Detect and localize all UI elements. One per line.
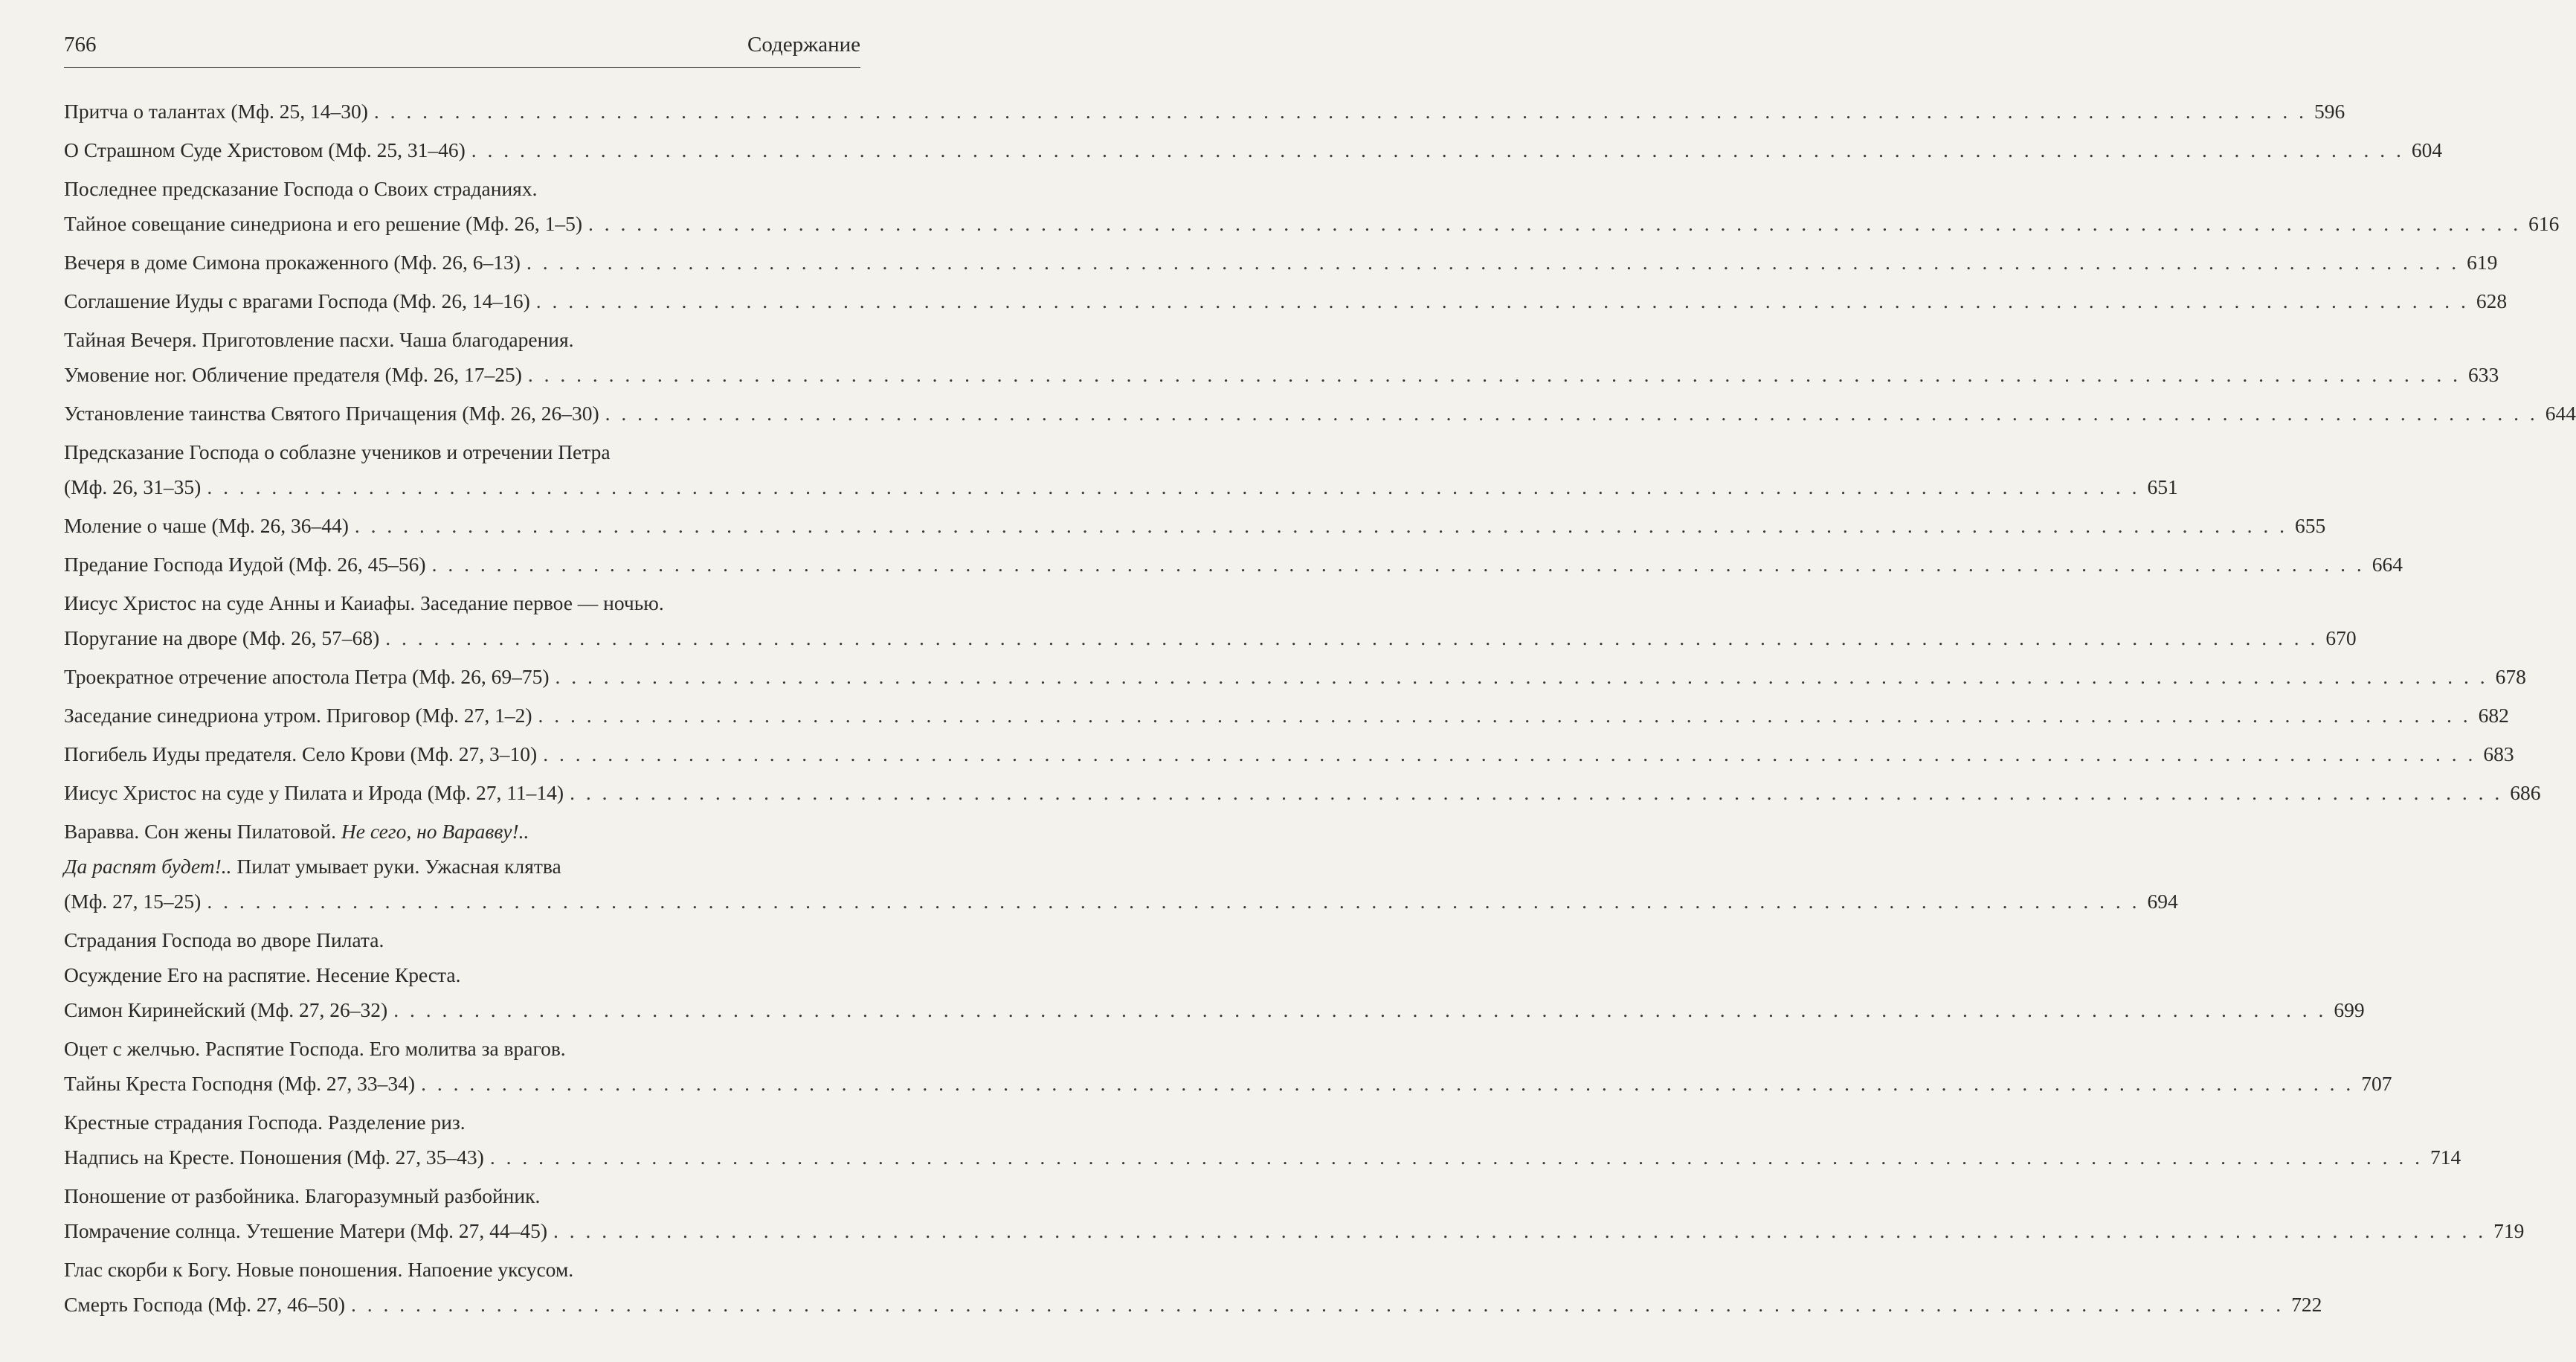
toc-title-segment: Погибель Иуды предателя. Село Крови (Мф. 27, 3–10) [64,742,538,765]
toc-entry-title [64,1140,484,1175]
toc-entry[interactable] [64,1252,2322,1322]
toc-entry-line [64,1287,2322,1322]
toc-title-segment: Моление о чаше (Мф. 26, 36–44) [64,514,349,537]
toc-entry-title [64,620,379,655]
toc-title-segment: Пилат умывает руки. Ужасная клятва [231,855,561,878]
toc-entry[interactable] [64,132,2443,167]
toc-entry-line [64,1178,860,1213]
dot-leader: . . . . . . . . . . . . . . . . . . . . . . . . . . . . . . . . . . . . . . . . . . . . . . . . . . . . . . . . . . . . . . . . . . . . . . . . . . . . . . . . . . . . . . . . . . . . . . . . . . . . . . . . . . . . . . . . . . . . . . . . [605,402,2538,425]
toc-entry-line [64,992,2365,1027]
toc-page-number: 644 [2545,402,2576,425]
toc-entry-title [64,1178,540,1213]
page-header [64,33,860,67]
toc-title-segment: Поношение от разбойника. Благоразумный разбойник. [64,1184,541,1207]
toc-entry-line [64,736,2514,771]
toc-title-segment: (Мф. 27, 15–25) [64,890,202,913]
toc-entry-line [64,206,2560,241]
toc-entry-title [64,469,201,504]
toc-entry-title [64,884,201,919]
toc-entry[interactable] [64,1031,2392,1101]
toc-page-number: 616 [2528,212,2560,235]
toc-title-segment: Иисус Христос на суде Анны и Каиафы. Заседание первое — ночью. [64,591,664,614]
toc-entry-line [64,357,2499,392]
toc-entry-line [64,775,2541,810]
toc-entry-line [64,884,2178,919]
toc-title-segment: Осуждение Его на распятие. Несение Креста. [64,963,461,986]
toc-entry-title [64,1252,573,1287]
toc-entry[interactable] [64,736,2514,771]
toc-title-segment: (Мф. 26, 31–35) [64,475,202,498]
dot-leader: . . . . . . . . . . . . . . . . . . . . . . . . . . . . . . . . . . . . . . . . . . . . . . . . . . . . . . . . . . . . . . . . . . . . . . . . . . . . . . . . . . . . . . . . . . . . . . . . . . . . . . . . . . . . . . . . . . . . . . . . [570,781,2503,804]
toc-page-number: 651 [2147,475,2178,498]
dot-leader: . . . . . . . . . . . . . . . . . . . . . . . . . . . . . . . . . . . . . . . . . . . . . . . . . . . . . . . . . . . . . . . . . . . . . . . . . . . . . . . . . . . . . . . . . . . . . . . . . . . . . . . . . . . . . . . . . . . . . . . . [471,138,2404,161]
toc-entry[interactable] [64,434,2178,504]
dot-leader: . . . . . . . . . . . . . . . . . . . . . . . . . . . . . . . . . . . . . . . . . . . . . . . . . . . . . . . . . . . . . . . . . . . . . . . . . . . . . . . . . . . . . . . . . . . . . . . . . . . . . . . . . . . . . . . . . . . . . . . . [588,212,2522,235]
toc-entry[interactable] [64,245,2498,280]
dot-leader: . . . . . . . . . . . . . . . . . . . . . . . . . . . . . . . . . . . . . . . . . . . . . . . . . . . . . . . . . . . . . . . . . . . . . . . . . . . . . . . . . . . . . . . . . . . . . . . . . . . . . . . . . . . . . . . . . . . . . . . . [421,1072,2354,1095]
toc-entry[interactable] [64,508,2326,543]
page-number: 766 [64,33,97,57]
dot-leader: . . . . . . . . . . . . . . . . . . . . . . . . . . . . . . . . . . . . . . . . . . . . . . . . . . . . . . . . . . . . . . . . . . . . . . . . . . . . . . . . . . . . . . . . . . . . . . . . . . . . . . . . . . . . . . . . . . . . . . . . [350,1293,2284,1316]
toc-entry-line [64,1213,2525,1248]
toc-page-number: 664 [2371,553,2403,576]
toc-page-number: 683 [2483,742,2514,765]
toc-title-segment: Крестные страдания Господа. Разделение риз. [64,1111,466,1134]
dot-leader: . . . . . . . . . . . . . . . . . . . . . . . . . . . . . . . . . . . . . . . . . . . . . . . . . . . . . . . . . . . . . . . . . . . . . . . . . . . . . . . . . . . . . . . . . . . . . . . . . . . . . . . . . . . . . . . . . . . . . . . . [207,890,2140,913]
toc-title-segment: Предсказание Господа о соблазне учеников и отречении Петра [64,440,611,463]
toc-title-segment: Тайное совещание синедриона и его решение (Мф. 26, 1–5) [64,212,582,235]
toc-page-number: 619 [2467,251,2498,274]
toc-page-number: 707 [2361,1072,2392,1095]
toc-entry[interactable] [64,396,2576,431]
toc-entry-title [64,132,466,167]
toc-entry-title [64,508,349,543]
toc-entry-title [64,322,574,357]
dot-leader: . . . . . . . . . . . . . . . . . . . . . . . . . . . . . . . . . . . . . . . . . . . . . . . . . . . . . . . . . . . . . . . . . . . . . . . . . . . . . . . . . . . . . . . . . . . . . . . . . . . . . . . . . . . . . . . . . . . . . . . . [543,742,2476,765]
toc-page-number: 596 [2313,100,2345,123]
toc-page-number: 628 [2476,289,2508,312]
toc-title-segment: Не сего, но Варавву!.. [341,820,529,843]
toc-page-number: 670 [2325,626,2357,649]
toc-entry[interactable] [64,1105,2461,1175]
table-of-contents [64,94,2576,1322]
toc-title-segment: Троекратное отречение апостола Петра (Мф. 26, 69–75) [64,665,550,688]
running-title: Содержание [747,33,860,57]
toc-entry-title [64,775,564,810]
toc-entry-line [64,94,2345,129]
toc-entry[interactable] [64,171,2560,241]
toc-entry-line [64,171,860,206]
dot-leader: . . . . . . . . . . . . . . . . . . . . . . . . . . . . . . . . . . . . . . . . . . . . . . . . . . . . . . . . . . . . . . . . . . . . . . . . . . . . . . . . . . . . . . . . . . . . . . . . . . . . . . . . . . . . . . . . . . . . . . . . [527,363,2461,386]
toc-title-segment: Да распят будет!.. [64,855,232,878]
toc-page-number: 694 [2147,890,2178,913]
dot-leader: . . . . . . . . . . . . . . . . . . . . . . . . . . . . . . . . . . . . . . . . . . . . . . . . . . . . . . . . . . . . . . . . . . . . . . . . . . . . . . . . . . . . . . . . . . . . . . . . . . . . . . . . . . . . . . . . . . . . . . . . [555,665,2488,688]
toc-title-segment: Тайны Креста Господня (Мф. 27, 33–34) [64,1072,416,1095]
toc-title-segment: Смерть Господа (Мф. 27, 46–50) [64,1293,345,1316]
toc-entry-title [64,698,532,733]
dot-leader: . . . . . . . . . . . . . . . . . . . . . . . . . . . . . . . . . . . . . . . . . . . . . . . . . . . . . . . . . . . . . . . . . . . . . . . . . . . . . . . . . . . . . . . . . . . . . . . . . . . . . . . . . . . . . . . . . . . . . . . . [393,998,2327,1021]
toc-entry[interactable] [64,814,2178,919]
toc-entry[interactable] [64,585,2357,655]
dot-leader: . . . . . . . . . . . . . . . . . . . . . . . . . . . . . . . . . . . . . . . . . . . . . . . . . . . . . . . . . . . . . . . . . . . . . . . . . . . . . . . . . . . . . . . . . . . . . . . . . . . . . . . . . . . . . . . . . . . . . . . . [535,289,2469,312]
toc-entry-title [64,849,561,884]
toc-title-segment: Соглашение Иуды с врагами Господа (Мф. 26, 14–16) [64,289,530,312]
toc-entry-title [64,736,537,771]
toc-page-number: 719 [2493,1219,2525,1242]
toc-title-segment: Заседание синедриона утром. Приговор (Мф. 27, 1–2) [64,704,532,727]
toc-entry-title [64,434,611,469]
toc-entry-title [64,94,368,129]
toc-title-segment: Иисус Христос на суде у Пилата и Ирода (Мф. 27, 11–14) [64,781,564,804]
toc-entry-line [64,434,860,469]
dot-leader: . . . . . . . . . . . . . . . . . . . . . . . . . . . . . . . . . . . . . . . . . . . . . . . . . . . . . . . . . . . . . . . . . . . . . . . . . . . . . . . . . . . . . . . . . . . . . . . . . . . . . . . . . . . . . . . . . . . . . . . . [489,1146,2423,1169]
toc-entry-line [64,1140,2461,1175]
toc-entry-line [64,849,860,884]
toc-entry-title [64,396,599,431]
toc-entry-line [64,469,2178,504]
dot-leader: . . . . . . . . . . . . . . . . . . . . . . . . . . . . . . . . . . . . . . . . . . . . . . . . . . . . . . . . . . . . . . . . . . . . . . . . . . . . . . . . . . . . . . . . . . . . . . . . . . . . . . . . . . . . . . . . . . . . . . . . [385,626,2319,649]
toc-entry[interactable] [64,922,2365,1027]
toc-entry-title [64,814,529,849]
toc-entry-line [64,508,2326,543]
toc-page-number: 699 [2334,998,2365,1021]
toc-page-number: 722 [2291,1293,2322,1316]
toc-entry-title [64,547,426,582]
toc-title-segment: Предание Господа Иудой (Мф. 26, 45–56) [64,553,426,576]
toc-page-number: 678 [2495,665,2526,688]
toc-page-number: 633 [2468,363,2499,386]
toc-page-number: 682 [2478,704,2509,727]
dot-leader: . . . . . . . . . . . . . . . . . . . . . . . . . . . . . . . . . . . . . . . . . . . . . . . . . . . . . . . . . . . . . . . . . . . . . . . . . . . . . . . . . . . . . . . . . . . . . . . . . . . . . . . . . . . . . . . . . . . . . . . . [373,100,2307,123]
toc-entry[interactable] [64,775,2541,810]
toc-entry-title [64,1105,466,1140]
toc-entry-line [64,1066,2392,1101]
toc-entry[interactable] [64,698,2509,733]
toc-entry-line [64,547,2403,582]
dot-leader: . . . . . . . . . . . . . . . . . . . . . . . . . . . . . . . . . . . . . . . . . . . . . . . . . . . . . . . . . . . . . . . . . . . . . . . . . . . . . . . . . . . . . . . . . . . . . . . . . . . . . . . . . . . . . . . . . . . . . . . . [538,704,2471,727]
toc-entry-line [64,922,860,957]
toc-page-number: 655 [2294,514,2326,537]
toc-title-segment: Последнее предсказание Господа о Своих страданиях. [64,177,538,200]
toc-entry[interactable] [64,659,2526,694]
toc-entry-title [64,585,664,620]
toc-entry-line [64,245,2498,280]
toc-entry-line [64,698,2509,733]
toc-entry-title [64,1066,415,1101]
toc-entry-line [64,620,2357,655]
toc-page-number: 604 [2411,138,2443,161]
header-rule [64,67,860,68]
toc-title-segment: Поругание на дворе (Мф. 26, 57–68) [64,626,380,649]
toc-entry-line [64,1105,860,1140]
toc-entry-line [64,1031,860,1066]
toc-entry[interactable] [64,94,2345,129]
toc-title-segment: Глас скорби к Богу. Новые поношения. Напоение уксусом. [64,1258,574,1281]
toc-entry[interactable] [64,1178,2525,1248]
toc-entry-line [64,814,860,849]
toc-entry-line [64,659,2526,694]
toc-title-segment: Установление таинства Святого Причащения (Мф. 26, 26–30) [64,402,599,425]
dot-leader: . . . . . . . . . . . . . . . . . . . . . . . . . . . . . . . . . . . . . . . . . . . . . . . . . . . . . . . . . . . . . . . . . . . . . . . . . . . . . . . . . . . . . . . . . . . . . . . . . . . . . . . . . . . . . . . . . . . . . . . . [553,1219,2487,1242]
toc-entry-title [64,1213,547,1248]
dot-leader: . . . . . . . . . . . . . . . . . . . . . . . . . . . . . . . . . . . . . . . . . . . . . . . . . . . . . . . . . . . . . . . . . . . . . . . . . . . . . . . . . . . . . . . . . . . . . . . . . . . . . . . . . . . . . . . . . . . . . . . . [526,251,2460,274]
dot-leader: . . . . . . . . . . . . . . . . . . . . . . . . . . . . . . . . . . . . . . . . . . . . . . . . . . . . . . . . . . . . . . . . . . . . . . . . . . . . . . . . . . . . . . . . . . . . . . . . . . . . . . . . . . . . . . . . . . . . . . . . [354,514,2287,537]
toc-title-segment: Умовение ног. Обличение предателя (Мф. 26, 17–25) [64,363,522,386]
toc-entry-title [64,245,521,280]
toc-entry-line [64,585,860,620]
toc-entry[interactable] [64,322,2499,392]
dot-leader: . . . . . . . . . . . . . . . . . . . . . . . . . . . . . . . . . . . . . . . . . . . . . . . . . . . . . . . . . . . . . . . . . . . . . . . . . . . . . . . . . . . . . . . . . . . . . . . . . . . . . . . . . . . . . . . . . . . . . . . . [207,475,2140,498]
toc-entry-line [64,283,2508,318]
dot-leader: . . . . . . . . . . . . . . . . . . . . . . . . . . . . . . . . . . . . . . . . . . . . . . . . . . . . . . . . . . . . . . . . . . . . . . . . . . . . . . . . . . . . . . . . . . . . . . . . . . . . . . . . . . . . . . . . . . . . . . . . [431,553,2365,576]
toc-page-number: 686 [2510,781,2541,804]
toc-entry-title [64,992,387,1027]
toc-title-segment: Помрачение солнца. Утешение Матери (Мф. 27, 44–45) [64,1219,548,1242]
toc-entry-title [64,283,530,318]
toc-entry-line [64,396,2576,431]
toc-entry-title [64,922,384,957]
toc-entry-title [64,957,460,992]
toc-entry-line [64,322,860,357]
toc-title-segment: Оцет с желчью. Распятие Господа. Его молитва за врагов. [64,1037,566,1060]
toc-entry-line [64,132,2443,167]
toc-title-segment: Надпись на Кресте. Поношения (Мф. 27, 35–43) [64,1146,484,1169]
toc-entry[interactable] [64,283,2508,318]
toc-title-segment: Варавва. Сон жены Пилатовой. [64,820,341,843]
toc-title-segment: Страдания Господа во дворе Пилата. [64,928,384,951]
toc-entry-title [64,171,537,206]
toc-title-segment: Вечеря в доме Симона прокаженного (Мф. 26, 6–13) [64,251,521,274]
toc-entry-line [64,1252,860,1287]
toc-entry-title [64,659,550,694]
toc-entry[interactable] [64,547,2403,582]
toc-page-number: 714 [2430,1146,2461,1169]
toc-entry-title [64,357,522,392]
toc-title-segment: Тайная Вечеря. Приготовление пасхи. Чаша благодарения. [64,328,574,351]
toc-title-segment: О Страшном Суде Христовом (Мф. 25, 31–46) [64,138,466,161]
toc-title-segment: Притча о талантах (Мф. 25, 14–30) [64,100,368,123]
toc-title-segment: Симон Киринейский (Мф. 27, 26–32) [64,998,388,1021]
toc-entry-title [64,206,582,241]
toc-entry-title [64,1287,345,1322]
toc-entry-line [64,957,860,992]
toc-entry-title [64,1031,566,1066]
